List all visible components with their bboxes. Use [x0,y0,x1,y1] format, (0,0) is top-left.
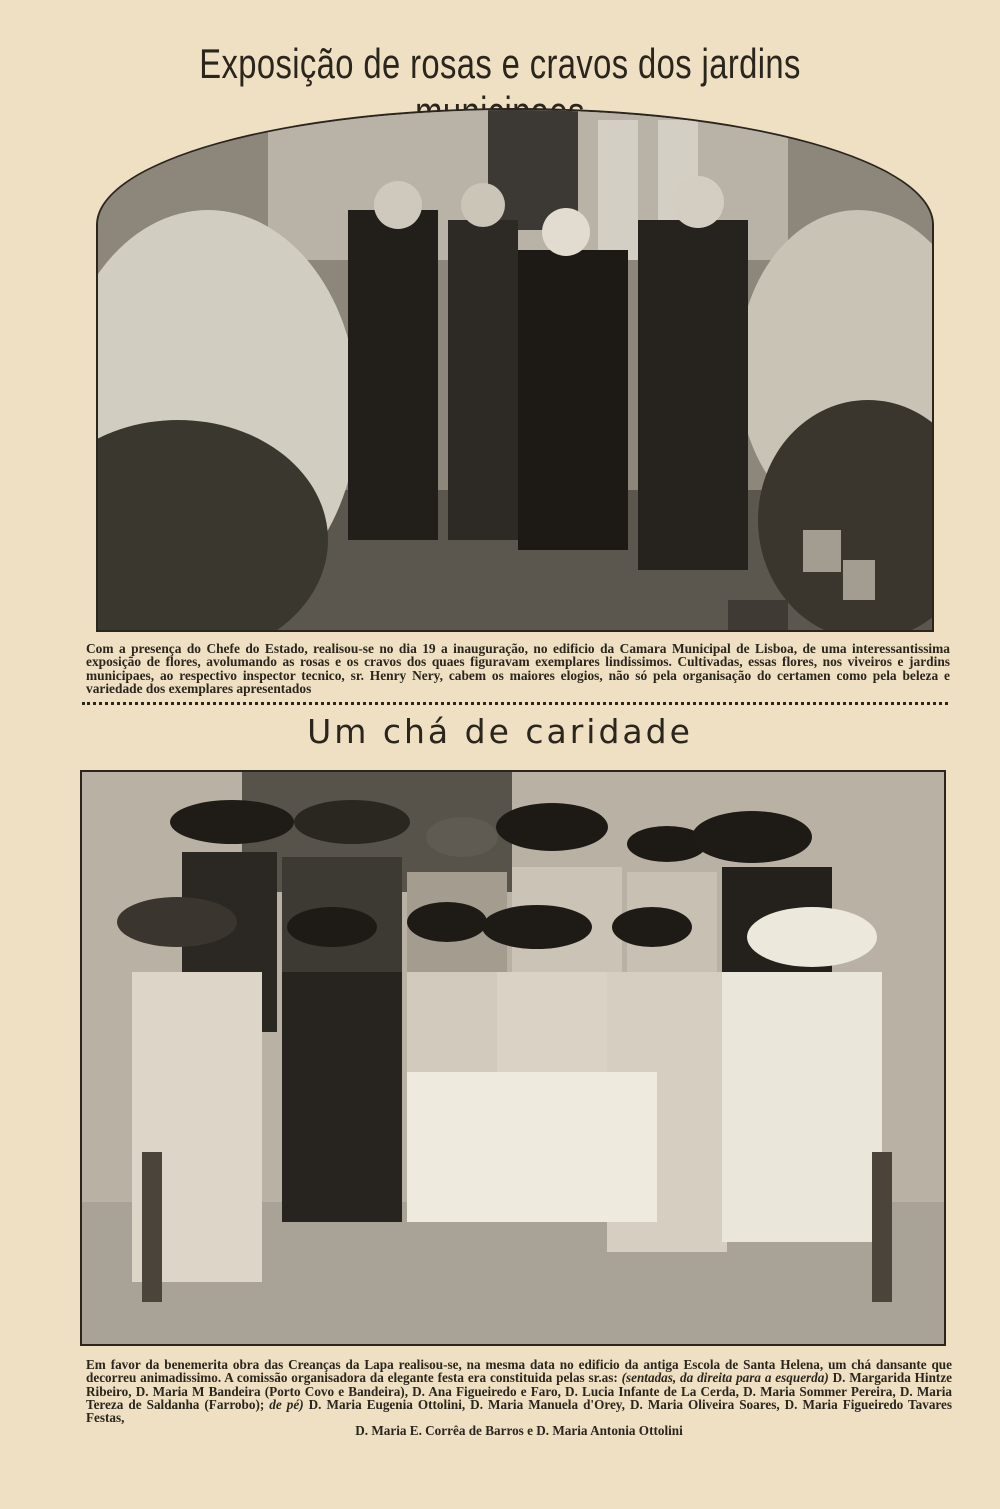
caption-intro: Em favor da benemerita obra das Creanças da Lapa realisou-se, na mesma data no edificio da antiga Escola de Santa Helena, um chá dansante que decorreu animadissimo. A comissão organisadora da elegante festa era constituida pelas sr.as: [86,1357,952,1386]
caption-last-line: D. Maria E. Corrêa de Barros e D. Maria Antonia Ottolini [355,1423,683,1439]
exhibition-headline: Exposição de rosas e cravos dos jardins [199,40,801,87]
caption-standing-names: D. Maria Eugenia Ottolini, D. Maria Manuela d'Orey, D. Maria Oliveira Soares, D. Maria Figueiredo Tavares Festas, [86,1396,953,1426]
charity-tea-photo [80,770,946,1346]
exhibition-photo-image [98,110,932,630]
section-divider [82,702,948,705]
charity-tea-caption [86,1358,952,1438]
caption-seated-names: D. Margarida Hintze Ribeiro, D. Maria M Bandeira (Porto Covo e Bandeira), D. Ana Figueiredo e Faro, D. Lucia Infante de La Cerda, D. Maria Sommer Pereira, D. Maria Tereza de Saldanha (Farrobo); [86,1370,953,1412]
charity-tea-headline: Um chá de caridade [307,712,693,751]
exhibition-caption: Com a presença do Chefe do Estado, realisou-se no dia 19 a inauguração, no edificio da Camara Municipal de Lisboa, de uma interessantissima exposição de flores, avolumando as rosas e os cravos dos quaes figuravam exemplares lindissimos. Cultivadas, essas flores, nos viveiros e jardins municipaes, ao respectivo inspector tecnico, sr. Henry Nery, cabem os maiores elogios, não só pela organisação do certamen como pela beleza e variedade dos exemplares apresentados [86,641,950,697]
exhibition-photo [96,108,934,632]
caption-standing-label: de pé) [269,1396,304,1412]
charity-tea-photo-image [82,772,944,1344]
caption-seated-label: (sentadas, da direita para a esquerda) [621,1370,829,1386]
